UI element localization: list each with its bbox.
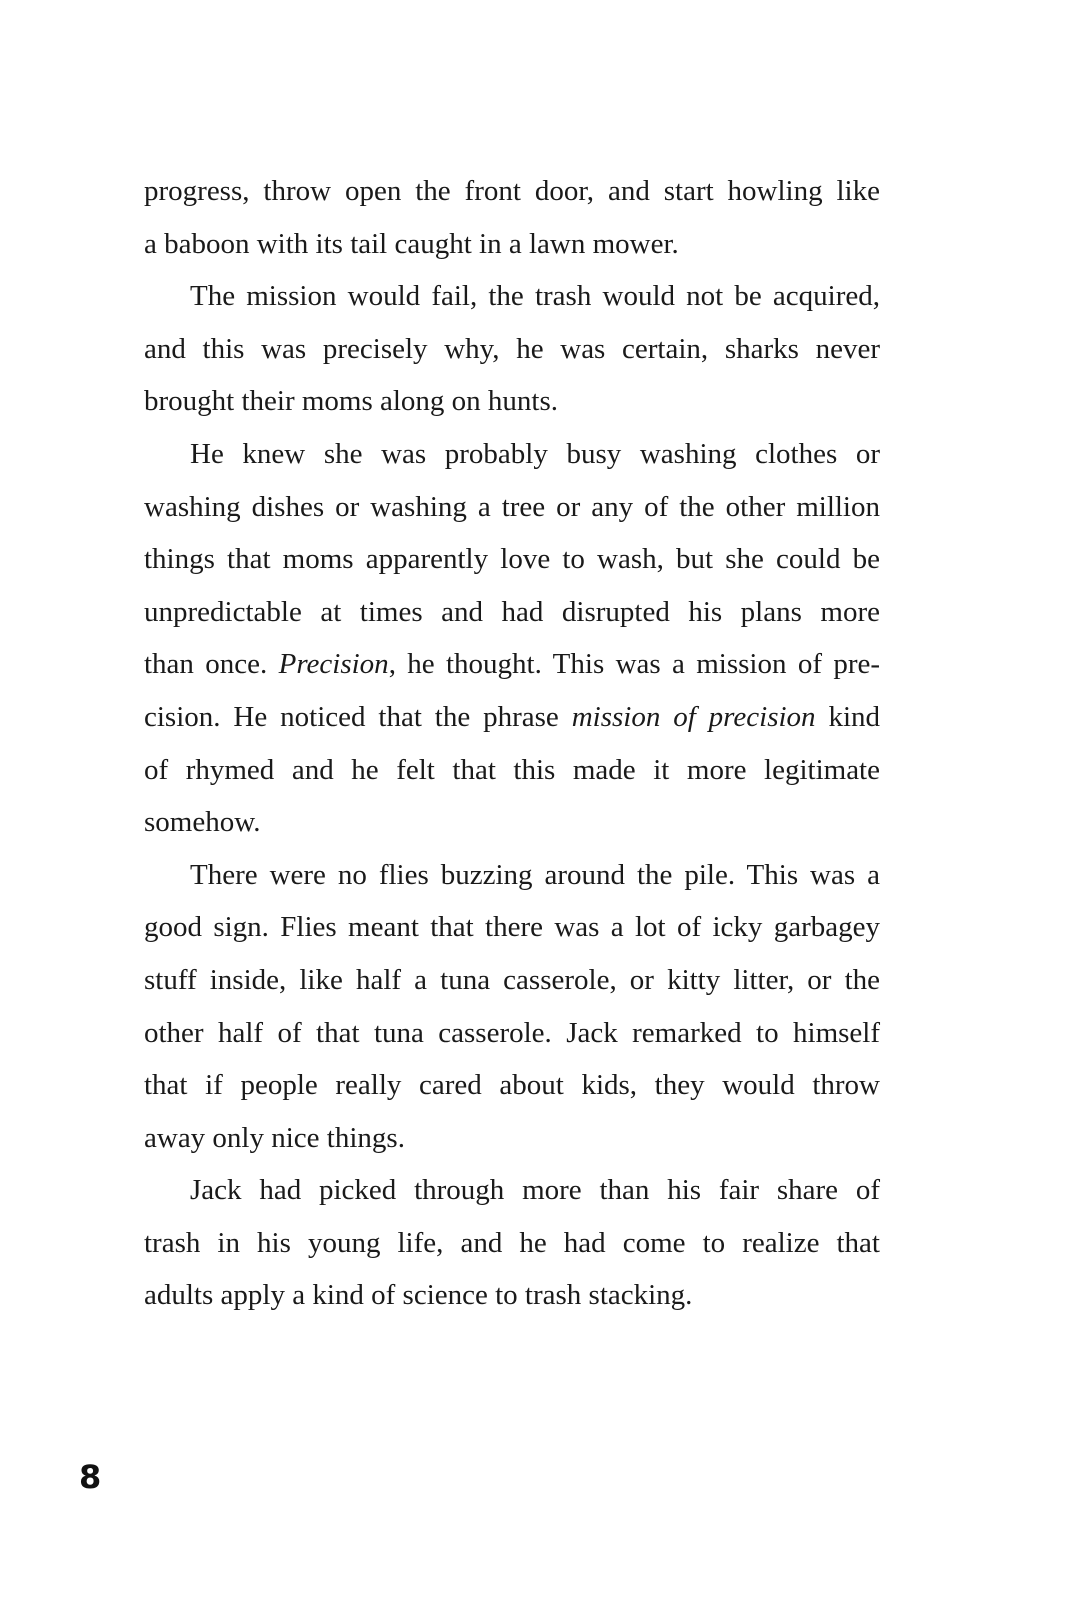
text-line: somehow. [144,806,261,839]
text-span: cision. He noticed that the phrase [144,700,572,733]
text-span: kind [815,700,881,733]
text-line: unpredictable at times and had disrupted his plans more [144,595,880,628]
text-line: trash in his young life, and he had come to realize that [144,1226,880,1259]
text-line: away only nice things. [144,1121,405,1154]
text-line: The mission would fail, the trash would not be acquired, [190,280,880,313]
text-line: a baboon with its tail caught in a lawn mower. [144,227,679,260]
text-line: There were no flies buzzing around the pile. This was a [190,858,880,891]
text-line [144,691,880,744]
text-line: good sign. Flies meant that there was a lot of icky garbagey [144,911,880,944]
text-line: stuff inside, like half a tuna casserole, or kitty litter, or the [144,963,880,996]
text-line: progress, throw open the front door, and start howling like [144,175,880,207]
text-span: than once. [144,648,279,681]
body-text [144,165,880,1322]
text-line: and this was precisely why, he was certain, sharks never [144,332,880,365]
text-line: other half of that tuna casserole. Jack remarked to himself [144,1016,880,1049]
text-line: that if people really cared about kids, they would throw [144,1069,880,1102]
text-span: , he thought. This was a mission of pre- [388,648,881,681]
text-line: washing dishes or washing a tree or any of the other million [144,490,880,523]
text-line: things that moms apparently love to wash, but she could be [144,543,880,576]
text-line: adults apply a kind of science to trash stacking. [144,1279,693,1312]
text-line [144,638,880,691]
italic-text: Precision [278,648,389,681]
text-line: Jack had picked through more than his fair share of [190,1174,880,1207]
page-number: 8 [79,1458,102,1496]
text-line: of rhymed and he felt that this made it more legitimate [144,753,880,786]
text-line: He knew she was probably busy washing clothes or [190,437,880,470]
text-line: brought their moms along on hunts. [144,385,559,418]
italic-text: mission of precision [571,700,816,733]
